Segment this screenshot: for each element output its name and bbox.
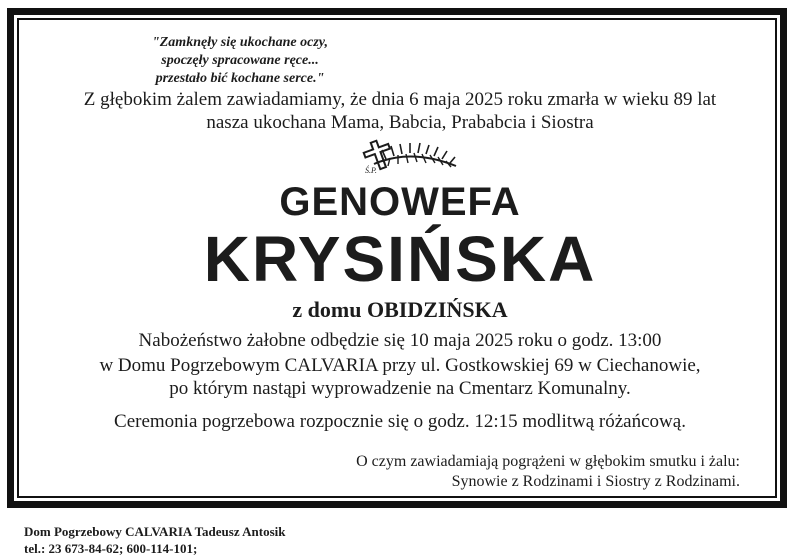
footer-company: Dom Pogrzebowy CALVARIA Tadeusz Antosik [24,524,286,539]
deceased-last-name: KRYSIŃSKA [203,223,597,295]
emblem-label: Ś.P. [365,166,377,175]
announcement-line-1: Z głębokim żalem zawiadamiamy, że dnia 6 maja 2025 roku zmarła w wieku 89 lat [83,89,717,110]
service-line-2: w Domu Pogrzebowym CALVARIA przy ul. Gostkowskiej 69 w Ciechanowie, [99,355,701,376]
poem-line-1: "Zamknęły się ukochane oczy, [151,35,328,50]
mourners-line-2: Synowie z Rodzinami i Siostry z Rodzinami. [451,473,740,490]
announcement-line-2: nasza ukochana Mama, Babcia, Prababcia i Siostra [206,112,594,133]
footer-phone: tel.: 23 673-84-62; 600-114-101; [24,541,198,556]
deceased-maiden-name: z domu OBIDZIŃSKA [292,297,508,322]
ceremony-line: Ceremonia pogrzebowa rozpocznie się o godz. 12:15 modlitwą różańcową. [114,411,686,432]
service-line-3: po którym nastąpi wyprowadzenie na Cmentarz Komunalny. [169,378,631,399]
service-line-1: Nabożeństwo żałobne odbędzie się 10 maja 2025 roku o godz. 13:00 [138,330,662,351]
mourners-line-1: O czym zawiadamiają pogrążeni w głębokim smutku i żalu: [356,453,740,470]
poem-line-3: przestało bić kochane serce." [155,71,325,86]
deceased-first-name: GENOWEFA [279,180,521,224]
poem-line-2: spoczęły spracowane ręce... [161,53,319,68]
